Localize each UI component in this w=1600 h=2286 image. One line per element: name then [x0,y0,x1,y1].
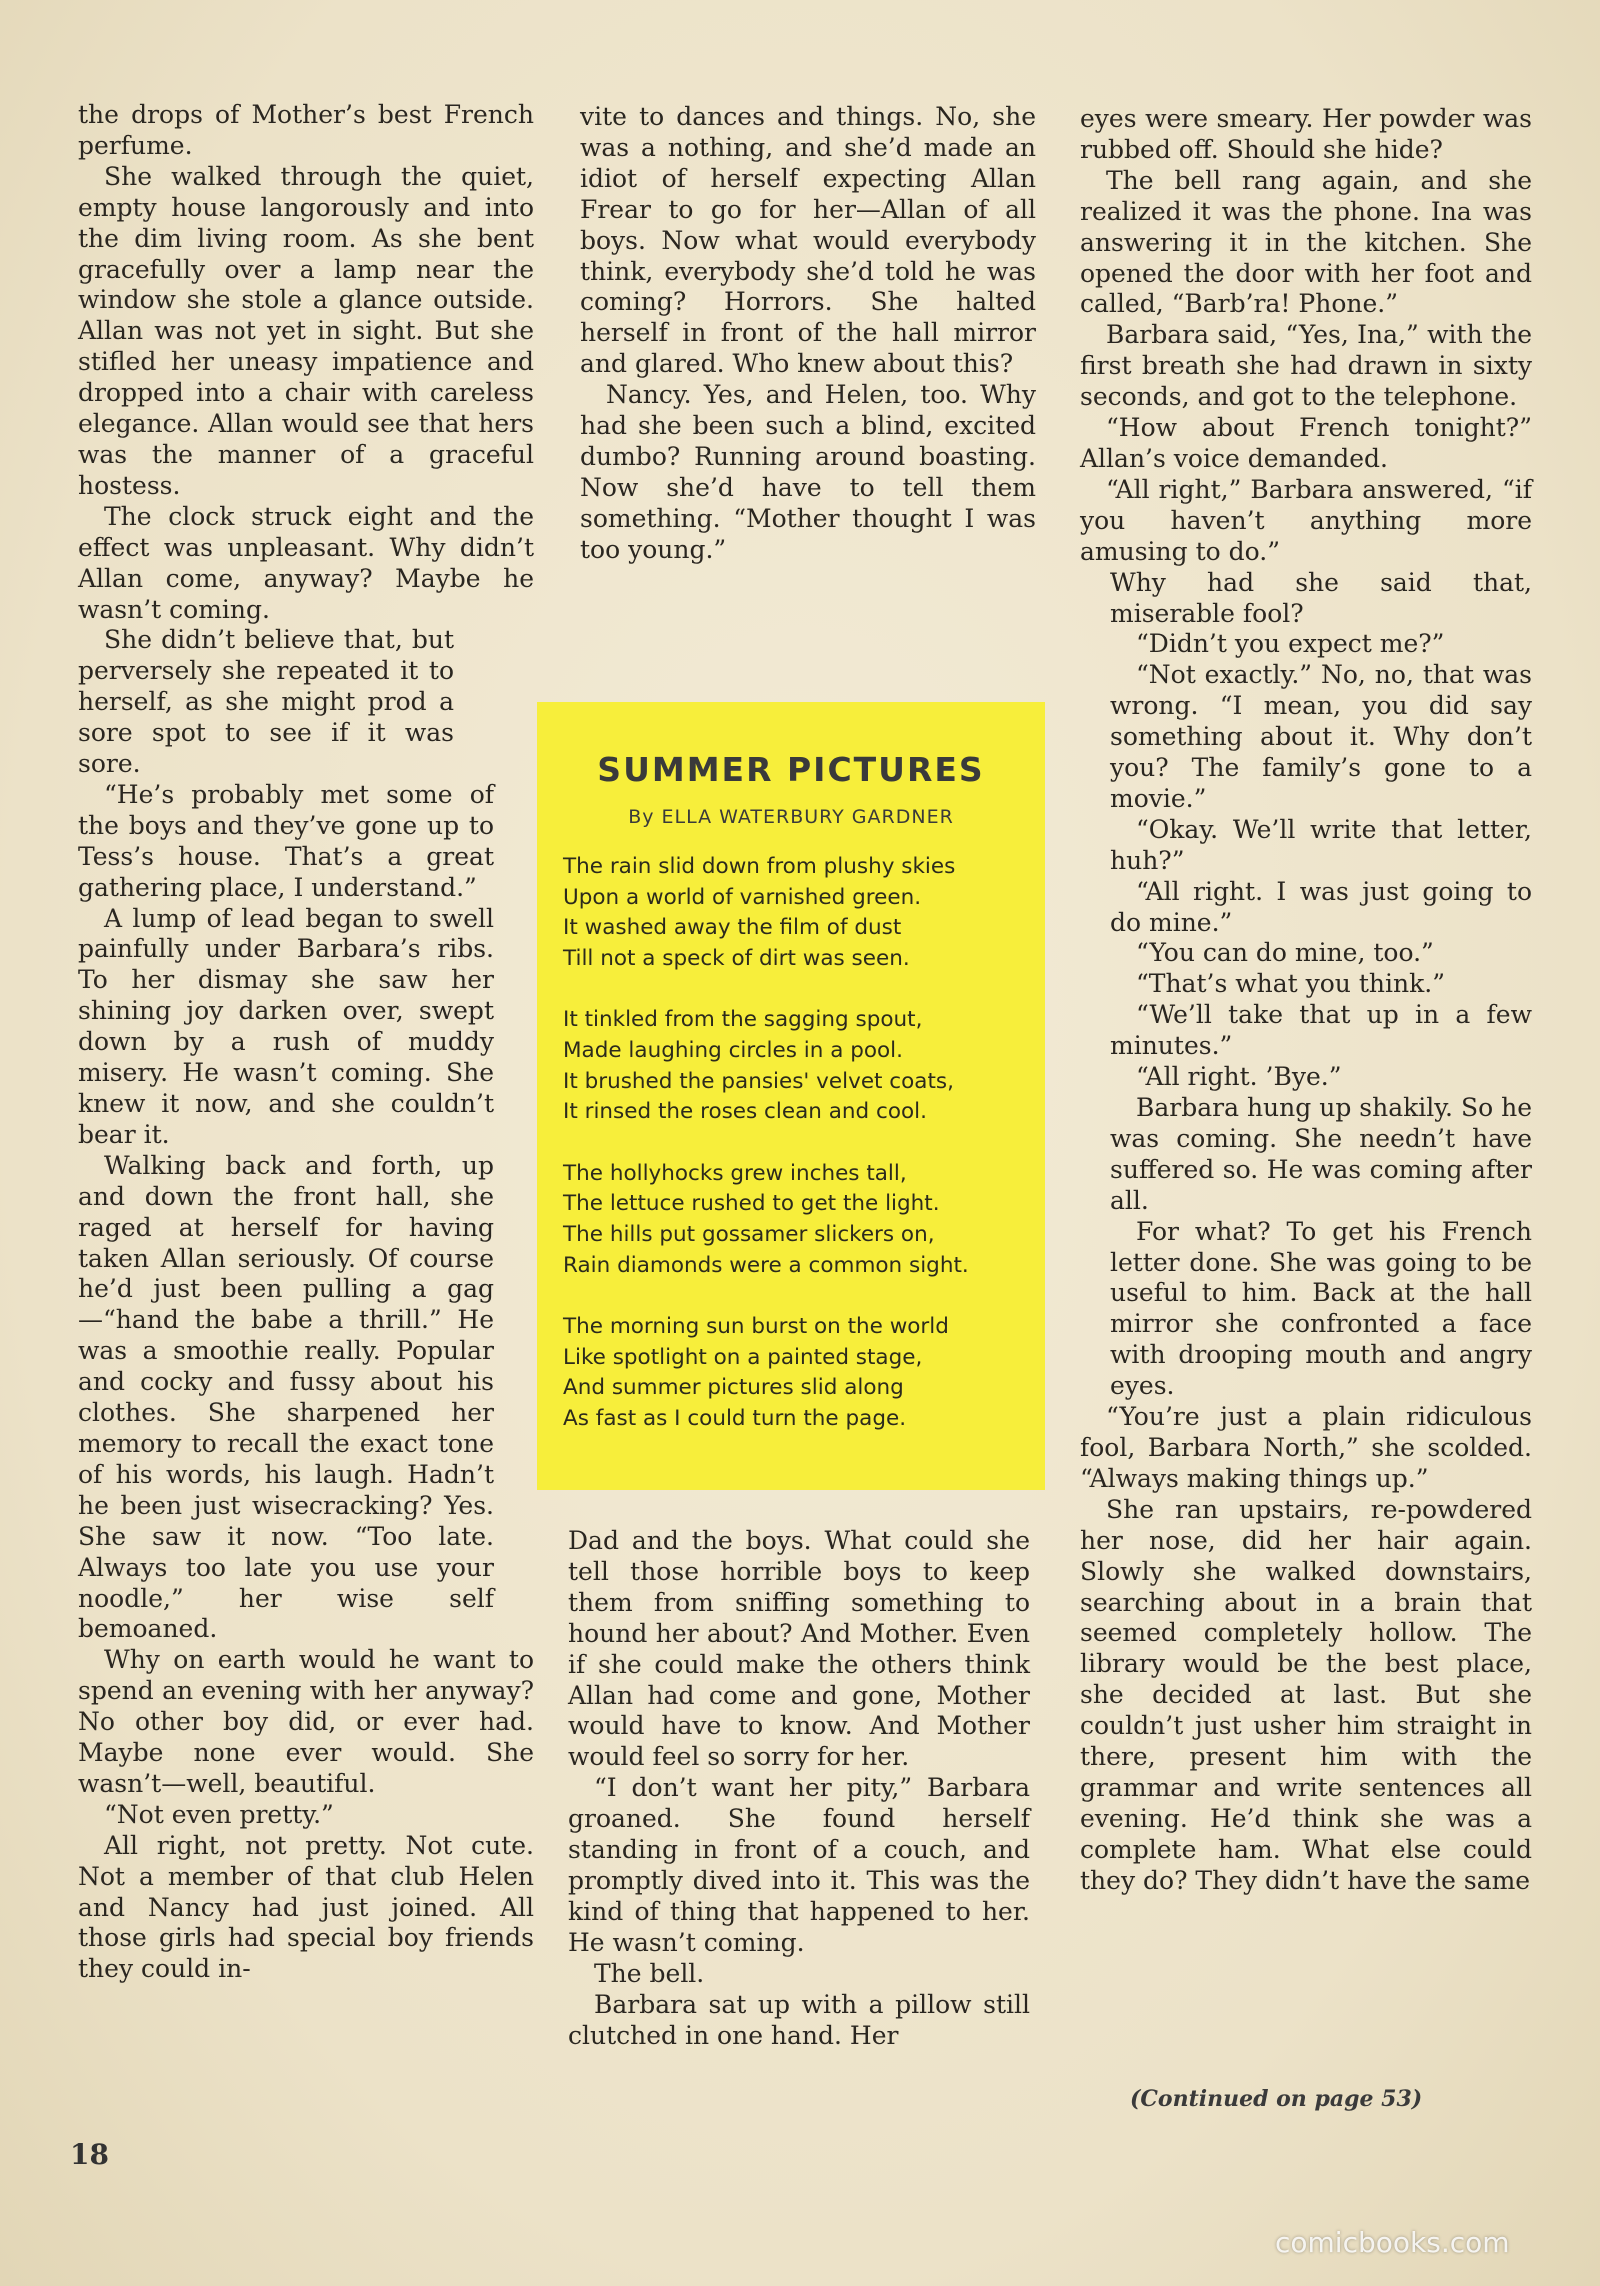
poem-line: And summer pictures slid along [563,1375,904,1401]
poem-line: The hills put gossamer slickers on, [563,1221,935,1247]
poem-line: The rain slid down from plushy skies [563,854,956,879]
poem-line: It tinkled from the sagging spout, [563,1007,923,1033]
paragraph: “We’ll take that up in a few minutes.” [1110,1000,1532,1061]
paragraph: “That’s what you think.” [1136,969,1445,999]
paragraph: The bell rang again, and she realized it was the phone. Ina was answering it in the kitchen. She opened the door with her foot and called, “Barb’ra! Phone.” [1080,165,1532,319]
paragraph: The clock struck eight and the effect was unpleasant. Why didn’t Allan come, anyway? Maybe he wasn’t coming. [78,501,534,624]
paragraph: All right, not pretty. Not cute. Not a member of that club Helen and Nancy had just joined. All those girls had special boy friends they could in- [78,1830,534,1984]
poem-stanza [563,852,1033,974]
paragraph: “All right. I was just going to do mine.” [1110,876,1532,937]
poem-line: Like spotlight on a painted stage, [563,1344,923,1370]
continued-note: (Continued on page 53) [1130,2086,1423,2112]
paragraph: vite to dances and things. No, she was a nothing, and she’d made an idiot of herself expecting Allan Frear to go for her—Allan of all boys. Now what would everybody think, everybody she’d told he was coming? Horrors. She halted herself in front of the hall mirror and glared. Who knew about this? [580,102,1036,379]
paragraph: Walking back and forth, up and down the front hall, she raged at herself for having taken Allan seriously. Of course he’d just been pulling a gag—“hand the babe a thrill.” He was a smoothie really. Popular and cocky and fussy about his clothes. She sharpened her memory to recall the exact tone of his words, his laugh. Hadn’t he been just wisecracking? Yes. She saw it now. “Too late. Always too late you use your noodle,” her wise self bemoaned. [78,1150,494,1644]
poem-stanza [563,1005,1033,1127]
paragraph: Barbara sat up with a pillow still clutched in one hand. Her [568,1989,1030,2050]
paragraph: “I don’t want her pity,” Barbara groaned. She found herself standing in front of a couch, and promptly dived into it. This was the kind of thing that happened to her. He wasn’t coming. [568,1773,1030,1957]
paragraph: A lump of lead began to swell painfully under Barbara’s ribs. To her dismay she saw her shining joy darken over, swept down by a rush of muddy misery. He wasn’t coming. She knew it now, and she couldn’t bear it. [78,903,494,1149]
page-number: 18 [70,2138,109,2171]
paragraph: Why had she said that, miserable fool? [1110,567,1532,628]
poem-line: Upon a world of varnished green. [563,884,922,910]
poem-stanza [563,1312,1033,1434]
poem-line: It brushed the pansies' velvet coats, [563,1068,954,1094]
poem-line: Rain diamonds were a common sight. [563,1252,969,1278]
poem-line: As fast as I could turn the page. [563,1405,907,1431]
poem-line: Made laughing circles in a pool. [563,1037,903,1063]
paragraph: “All right. ’Bye.” [1136,1062,1342,1092]
poem-line: The hollyhocks grew inches tall, [563,1160,907,1186]
poem-line: It rinsed the roses clean and cool. [563,1099,927,1125]
paragraph: “He’s probably met some of the boys and they’ve gone up to Tess’s house. That’s a great gathering place, I understand.” [78,779,494,902]
poem-stanzas [563,852,1033,1466]
text-column-left [78,100,534,1985]
paragraph: “How about French tonight?” Allan’s voice demanded. [1080,413,1532,473]
poem-box [537,702,1045,1490]
watermark: comicbooks.com [1275,2226,1510,2259]
paragraph: The bell. [594,1958,705,1988]
paragraph: Dad and the boys. What could she tell those horrible boys to keep them from sniffing something to hound her about? And Mother. Even if she could make the others think Allan had come and gone, Mother would have to know. And Mother would feel so sorry for her. [568,1526,1030,1772]
paragraph: For what? To get his French letter done. She was going to be useful to him. Back at the hall mirror she confronted a face with drooping mouth and angry eyes. [1110,1216,1532,1401]
poem-line: Till not a speck of dirt was seen. [563,945,910,971]
paragraph: “Not exactly.” No, no, that was wrong. “I mean, you did say something about it. Why don’t you? The family’s gone to a movie.” [1110,660,1532,813]
poem-line: The morning sun burst on the world [563,1314,949,1340]
poem-line: The lettuce rushed to get the light. [563,1191,940,1217]
paragraph: “Okay. We’ll write that letter, huh?” [1110,814,1532,875]
paragraph: She didn’t believe that, but perversely she repeated it to herself, as she might prod a sore spot to see if it was sore. [78,625,454,779]
poem-title: SUMMER PICTURES [597,750,985,789]
text-column-middle-top [580,102,1036,566]
paragraph: “You can do mine, too.” [1136,938,1434,968]
paragraph: Nancy. Yes, and Helen, too. Why had she been such a blind, excited dumbo? Running around boasting. Now she’d have to tell them something. “Mother thought I was too young.” [580,380,1036,564]
paragraph: She walked through the quiet, empty house langorously and into the dim living room. As she bent gracefully over a lamp near the window she stole a glance outside. Allan was not yet in sight. But she stifled her uneasy impatience and dropped into a chair with careless elegance. Allan would see that hers was the manner of a graceful hostess. [78,161,534,500]
paragraph: “Not even pretty.” [104,1799,334,1829]
text-column-right [1080,104,1532,1897]
paragraph: “You’re just a plain ridiculous fool, Barbara North,” she scolded. “Always making things up.” [1080,1402,1532,1493]
paragraph: the drops of Mother’s best French perfume. [78,100,534,160]
paragraph: Barbara said, “Yes, Ina,” with the first breath she had drawn in sixty seconds, and got to the telephone. [1080,320,1532,412]
paragraph: “All right,” Barbara answered, “if you haven’t anything more amusing to do.” [1080,474,1532,566]
paragraph: She ran upstairs, re-powdered her nose, did her hair again. Slowly she walked downstairs, searching about in a brain that seemed completely hollow. The library would be the best place, she decided at last. But she couldn’t just usher him straight in there, present him with the grammar and write sentences all evening. He’d think she was a complete ham. What else could they do? They didn’t have the same [1080,1494,1532,1895]
text-column-middle-bottom [568,1526,1030,2051]
paragraph: Barbara hung up shakily. So he was coming. She needn’t have suffered so. He was coming after all. [1110,1093,1532,1215]
poem-stanza [563,1159,1033,1281]
paragraph: Why on earth would he want to spend an evening with her anyway? No other boy did, or ever had. Maybe none ever would. She wasn’t—well, beautiful. [78,1645,534,1798]
paragraph: “Didn’t you expect me?” [1136,629,1445,659]
poem-byline: By ELLA WATERBURY GARDNER [628,806,954,828]
poem-line: It washed away the film of dust [563,915,902,941]
paragraph: eyes were smeary. Her powder was rubbed off. Should she hide? [1080,104,1532,164]
